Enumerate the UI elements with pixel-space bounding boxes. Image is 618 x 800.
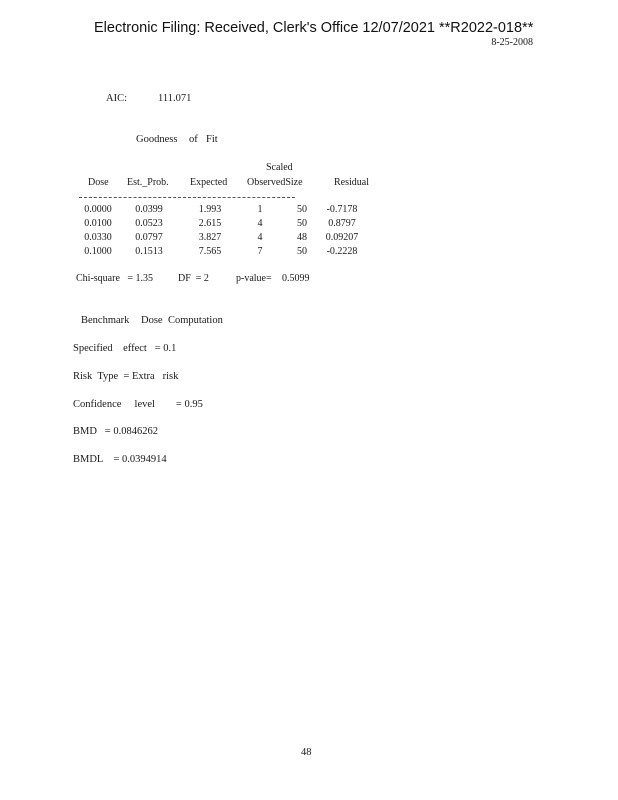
cell-est-prob: 0.0523 <box>135 218 163 229</box>
confidence-level: Confidence level = 0.95 <box>73 399 203 410</box>
bmd-value: BMD = 0.0846262 <box>73 426 158 437</box>
table-row <box>0 204 618 218</box>
col-header-dose: Dose <box>88 177 109 188</box>
chi-square: Chi-square = 1.35 <box>76 273 154 284</box>
cell-residual: 0.8797 <box>328 218 356 229</box>
col-header-expected: Expected <box>190 177 228 188</box>
cell-dose: 0.1000 <box>84 246 112 257</box>
p-value: 0.5099 <box>282 273 310 284</box>
aic-value: 111.071 <box>158 93 192 104</box>
aic-label: AIC: <box>106 93 127 104</box>
cell-expected: 7.565 <box>198 246 222 257</box>
p-value-label: p-value= <box>236 273 272 284</box>
document-date: 8-25-2008 <box>491 37 533 48</box>
cell-dose: 0.0330 <box>84 232 112 243</box>
cell-expected: 3.827 <box>198 232 222 243</box>
table-row <box>0 246 618 260</box>
page-number: 48 <box>301 747 312 758</box>
cell-est-prob: 0.1513 <box>135 246 163 257</box>
cell-est-prob: 0.0399 <box>135 204 163 215</box>
degrees-of-freedom: DF = 2 <box>178 273 209 284</box>
cell-expected: 2.615 <box>198 218 222 229</box>
gof-title-fit: Fit <box>206 134 218 145</box>
cell-dose: 0.0000 <box>84 204 112 215</box>
filing-banner: Electronic Filing: Received, Clerk's Office 12/07/2021 **R2022-018** <box>94 20 534 36</box>
cell-observed: 4 <box>257 232 263 243</box>
cell-residual: -0.2228 <box>326 246 358 257</box>
bmdl-value: BMDL = 0.0394914 <box>73 454 167 465</box>
bmd-title-computation: Computation <box>168 315 223 326</box>
table-row <box>0 218 618 232</box>
cell-observed: 1 <box>257 204 263 215</box>
bmd-title-benchmark: Benchmark <box>81 315 130 326</box>
cell-residual: 0.09207 <box>325 232 359 243</box>
cell-observed: 7 <box>257 246 263 257</box>
col-header-est-prob: Est._Prob. <box>127 177 169 188</box>
risk-type: Risk Type = Extra risk <box>73 371 179 382</box>
bmd-title-dose: Dose <box>141 315 163 326</box>
cell-dose: 0.0100 <box>84 218 112 229</box>
cell-residual: -0.7178 <box>326 204 358 215</box>
specified-effect: Specified effect = 0.1 <box>73 343 177 354</box>
table-header-rule <box>79 197 295 198</box>
col-header-scaled: Scaled <box>266 162 293 173</box>
cell-observed: 4 <box>257 218 263 229</box>
table-row <box>0 232 618 246</box>
cell-est-prob: 0.0797 <box>135 232 163 243</box>
cell-size: 50 <box>297 246 307 257</box>
cell-size: 48 <box>297 232 307 243</box>
gof-title-of: of <box>189 134 198 145</box>
cell-size: 50 <box>297 204 307 215</box>
gof-title-goodness: Goodness <box>136 134 178 145</box>
col-header-observed-size: ObservedSize <box>247 177 303 188</box>
col-header-residual: Residual <box>334 177 369 188</box>
cell-expected: 1.993 <box>198 204 222 215</box>
cell-size: 50 <box>297 218 307 229</box>
